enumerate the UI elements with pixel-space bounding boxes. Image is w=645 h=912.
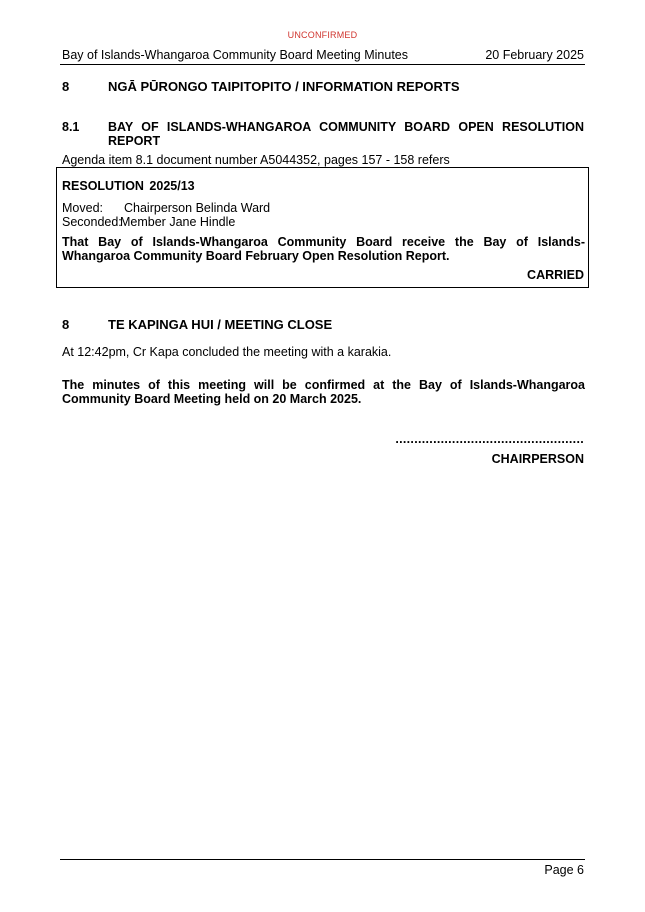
header-divider bbox=[60, 64, 585, 65]
moved-label: Moved: bbox=[62, 201, 103, 215]
close-section-number: 8 bbox=[62, 317, 70, 332]
signature-label: CHAIRPERSON bbox=[491, 452, 584, 466]
document-header-title: Bay of Islands-Whangaroa Community Board Meeting Minutes bbox=[62, 48, 408, 62]
resolution-outcome: CARRIED bbox=[527, 268, 584, 282]
agenda-reference: Agenda item 8.1 document number A5044352, pages 157 - 158 refers bbox=[62, 153, 450, 167]
document-header-date: 20 February 2025 bbox=[485, 48, 584, 62]
item-title-line1: BAY OF ISLANDS-WHANGAROA COMMUNITY BOARD OPEN RESOLUTION bbox=[108, 120, 584, 134]
section-title: NGĀ PŪRONGO TAIPITOPITO / INFORMATION REPORTS bbox=[108, 79, 460, 94]
meeting-close-text: At 12:42pm, Cr Kapa concluded the meeting with a karakia. bbox=[62, 345, 392, 359]
signature-line: .................................................. bbox=[395, 432, 584, 446]
minutes-confirmation-note: The minutes of this meeting will be confirmed at the Bay of Islands-Whangaroa Community Board Meeting held on 20 March 2025. bbox=[62, 378, 585, 406]
close-section-title: TE KAPINGA HUI / MEETING CLOSE bbox=[108, 317, 333, 332]
unconfirmed-watermark: UNCONFIRMED bbox=[287, 30, 358, 40]
footer-divider bbox=[60, 859, 585, 860]
resolution-text: That Bay of Islands-Whangaroa Community Board receive the Bay of Islands-Whangaroa Community Board February Open Resolution Report. bbox=[62, 235, 585, 263]
item-title-line2: REPORT bbox=[108, 134, 161, 148]
item-number: 8.1 bbox=[62, 120, 80, 134]
item-title bbox=[108, 120, 584, 148]
seconded-by: Member Jane Hindle bbox=[120, 215, 236, 229]
resolution-heading: RESOLUTION 2025/13 bbox=[62, 179, 195, 193]
moved-by: Chairperson Belinda Ward bbox=[124, 201, 271, 215]
seconded-label: Seconded: bbox=[62, 215, 122, 229]
page-number: Page 6 bbox=[544, 863, 584, 877]
section-number: 8 bbox=[62, 79, 70, 94]
